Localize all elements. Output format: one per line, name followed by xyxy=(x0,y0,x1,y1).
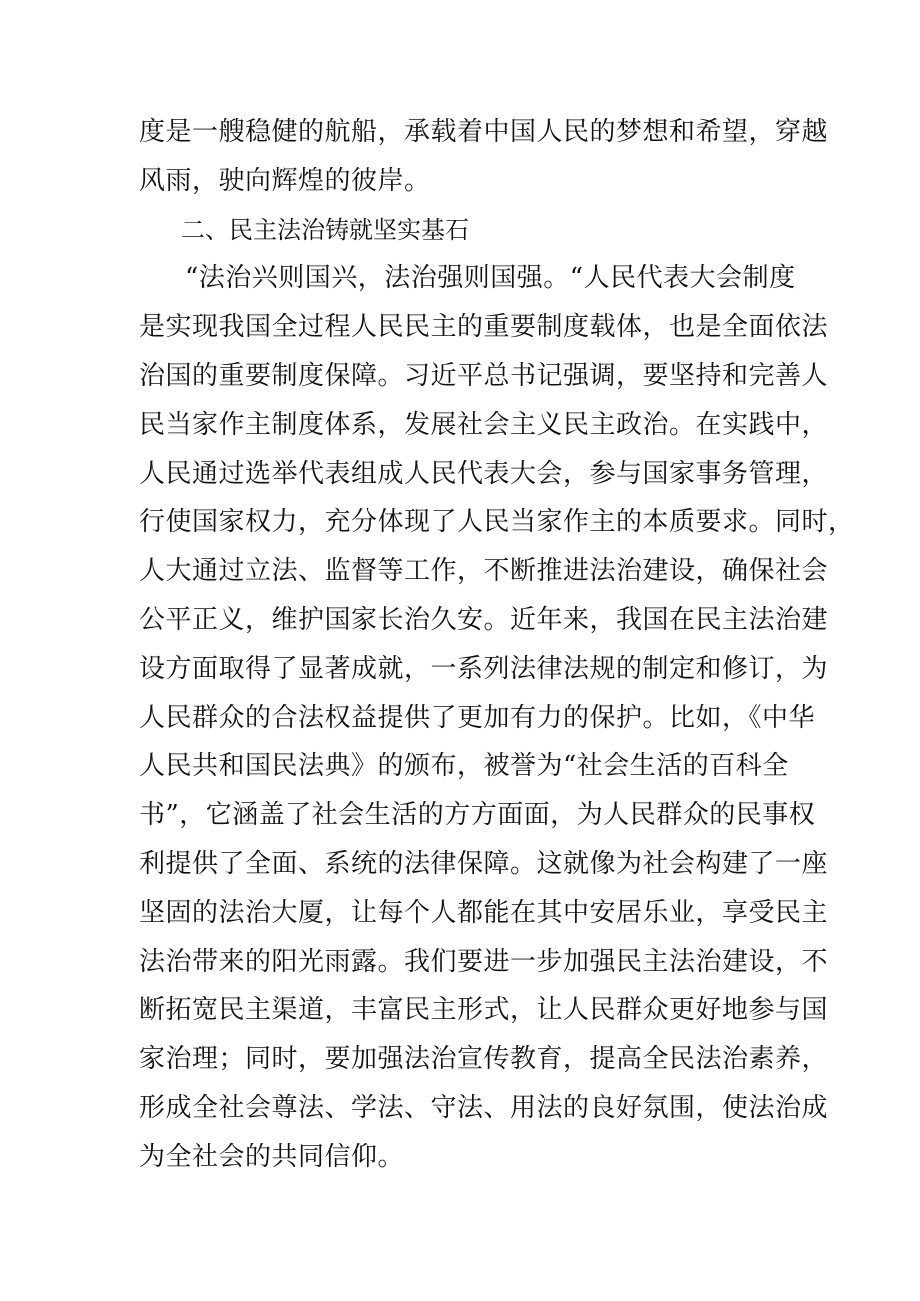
paragraph-line: 人大通过立法、监督等工作，不断推进法治建设，确保社会 xyxy=(139,556,829,587)
paragraph-line: 人民共和国民法典》的颁布，被誉为“社会生活的百科全 xyxy=(139,751,789,782)
paragraph-line: 设方面取得了显著成就，一系列法律法规的制定和修订，为 xyxy=(139,653,829,684)
paragraph-line: 人民群众的合法权益提供了更加有力的保护。比如，《中华 xyxy=(139,702,816,733)
intro-paragraph xyxy=(139,108,829,206)
paragraph-line: 风雨，驶向辉煌的彼岸。 xyxy=(139,165,431,196)
paragraph-line: 家治理；同时，要加强法治宣传教育，提高全民法治素养， xyxy=(139,1044,829,1075)
paragraph-line: 民当家作主制度体系，发展社会主义民主政治。在实践中， xyxy=(139,409,829,440)
paragraph-line: 断拓宽民主渠道，丰富民主形式，让人民群众更好地参与国 xyxy=(139,995,829,1026)
paragraph-line: 坚固的法治大厦，让每个人都能在其中安居乐业，享受民主 xyxy=(139,897,829,928)
paragraph-line: 人民通过选举代表组成人民代表大会，参与国家事务管理， xyxy=(139,458,829,489)
paragraph-line: 法治带来的阳光雨露。我们要进一步加强民主法治建设，不 xyxy=(139,946,829,977)
paragraph-line: 度是一艘稳健的航船，承载着中国人民的梦想和希望，穿越 xyxy=(139,117,829,147)
paragraph-line: 书”，它涵盖了社会生活的方方面面，为人民群众的民事权 xyxy=(139,800,816,831)
paragraph-line: 治国的重要制度保障。习近平总书记强调，要坚持和完善人 xyxy=(139,360,829,391)
paragraph-line: “法治兴则国兴，法治强则国强。“人民代表大会制度 xyxy=(185,263,796,294)
paragraph-line: 形成全社会尊法、学法、守法、用法的良好氛围，使法治成 xyxy=(139,1092,829,1123)
section-heading: 二、民主法治铸就坚实基石 xyxy=(181,215,469,244)
paragraph-line: 利提供了全面、系统的法律保障。这就像为社会构建了一座 xyxy=(139,848,829,879)
paragraph-line: 行使国家权力，充分体现了人民当家作主的本质要求。同时， xyxy=(139,507,855,538)
main-paragraph xyxy=(139,254,855,1181)
paragraph-line: 为全社会的共同信仰。 xyxy=(139,1141,405,1172)
document-body xyxy=(139,108,855,1182)
paragraph-line: 是实现我国全过程人民民主的重要制度载体，也是全面依法 xyxy=(139,312,829,343)
paragraph-line: 公平正义，维护国家长治久安。近年来，我国在民主法治建 xyxy=(139,604,829,635)
